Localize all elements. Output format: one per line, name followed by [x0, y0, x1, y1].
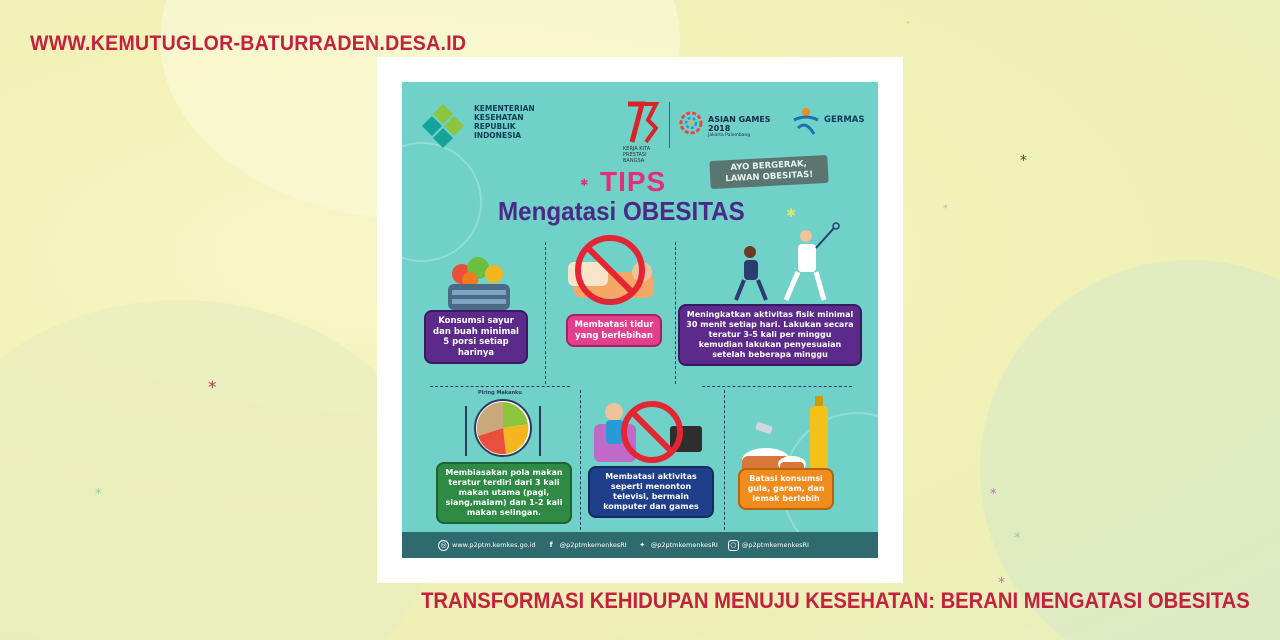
sparkle-icon: * [990, 487, 997, 502]
slogan-badge: AYO BERGERAK, LAWAN OBESITAS! [709, 155, 828, 189]
poster-image [402, 82, 878, 558]
footer-facebook: f @p2ptmkemenkesRI [546, 540, 627, 551]
germas-logo-icon [790, 106, 822, 138]
exercise-people-icon [732, 222, 848, 306]
footer-web: ◎ www.p2ptm.kemkes.go.id [438, 540, 536, 551]
sparkle-icon: * [208, 378, 217, 398]
globe-icon: ◎ [438, 540, 449, 551]
tip-card-vegetables: Konsumsi sayur dan buah minimal 5 porsi setiap harinya [424, 310, 528, 364]
footer-twitter: ✦ @p2ptmkemenkesRI [637, 540, 718, 551]
asian-games-sub: Jakarta Palembang [708, 133, 751, 138]
grid-divider [702, 386, 852, 387]
kemenkes-logo-icon [420, 102, 466, 150]
sparkle-icon: * [95, 487, 102, 502]
sleeping-person-prohibited-icon [558, 232, 666, 312]
tip-card-screen-time: Membatasi aktivitas seperti menonton televisi, bermain komputer dan games [588, 466, 714, 518]
tip-card-sugar-salt-fat: Batasi konsumsi gula, garam, dan lemak berlebih [738, 468, 834, 510]
poster-footer [402, 532, 878, 558]
tip-card-sleep: Membatasi tidur yang berlebihan [566, 314, 662, 347]
tip-card-activity: Meningkatkan aktivitas fisik minimal 30 menit setiap hari. Lakukan secara teratur 3-5 kali per minggu kemudian lakukan penyesuaian setelah beberapa minggu [678, 304, 862, 366]
decor-circle [402, 142, 482, 262]
asian-games-label: ASIAN GAMES 2018 [708, 115, 771, 133]
site-url[interactable]: WWW.KEMUTUGLOR-BATURRADEN.DESA.ID [30, 32, 467, 55]
anniversary-caption: KERJA KITA PRESTASI BANGSA [623, 146, 651, 164]
sparkle-icon: * [1020, 153, 1027, 169]
plate-icon [458, 390, 548, 460]
sparkle-icon: * [1014, 531, 1021, 546]
grid-divider [724, 390, 725, 530]
instagram-icon: ○ [728, 540, 739, 551]
plate-label: Piring Makanku [478, 390, 522, 396]
article-title[interactable]: TRANSFORMASI KEHIDUPAN MENUJU KESEHATAN: BERANI MENGATASI OBESITAS [421, 588, 1250, 613]
germas-label: GERMAS [824, 115, 865, 125]
sparkle-icon: * [998, 575, 1005, 591]
poster-title-tips: TIPS [600, 166, 667, 197]
ministry-name: KEMENTERIAN KESEHATAN REPUBLIK INDONESIA [474, 104, 535, 140]
vegetable-basket-icon [442, 256, 516, 316]
sparkle-icon: ✱ [786, 206, 797, 220]
grid-divider [430, 386, 570, 387]
poster-title-main: Mengatasi OBESITAS [498, 196, 745, 226]
footer-instagram: ○ @p2ptmkemenkesRI [728, 540, 809, 551]
tv-games-prohibited-icon [590, 396, 708, 468]
asian-games-logo-icon [678, 110, 704, 136]
sparkle-icon: ✱ [580, 178, 589, 189]
twitter-icon: ✦ [639, 541, 646, 549]
sparkle-icon: * [943, 204, 948, 214]
grid-divider [580, 390, 581, 530]
grid-divider [545, 242, 546, 384]
sparkle-icon: • [906, 19, 911, 27]
background-blob [980, 260, 1280, 640]
background-blob [0, 300, 440, 640]
grid-divider [675, 242, 676, 384]
anniversary-73-logo-icon [624, 98, 660, 148]
divider [669, 102, 670, 148]
facebook-icon: f [549, 541, 553, 549]
tip-card-meal-pattern: Membiasakan pola makan teratur terdiri dari 3 kali makan utama (pagi, siang,malam) dan 1-2 kali makan selingan. [436, 462, 572, 524]
